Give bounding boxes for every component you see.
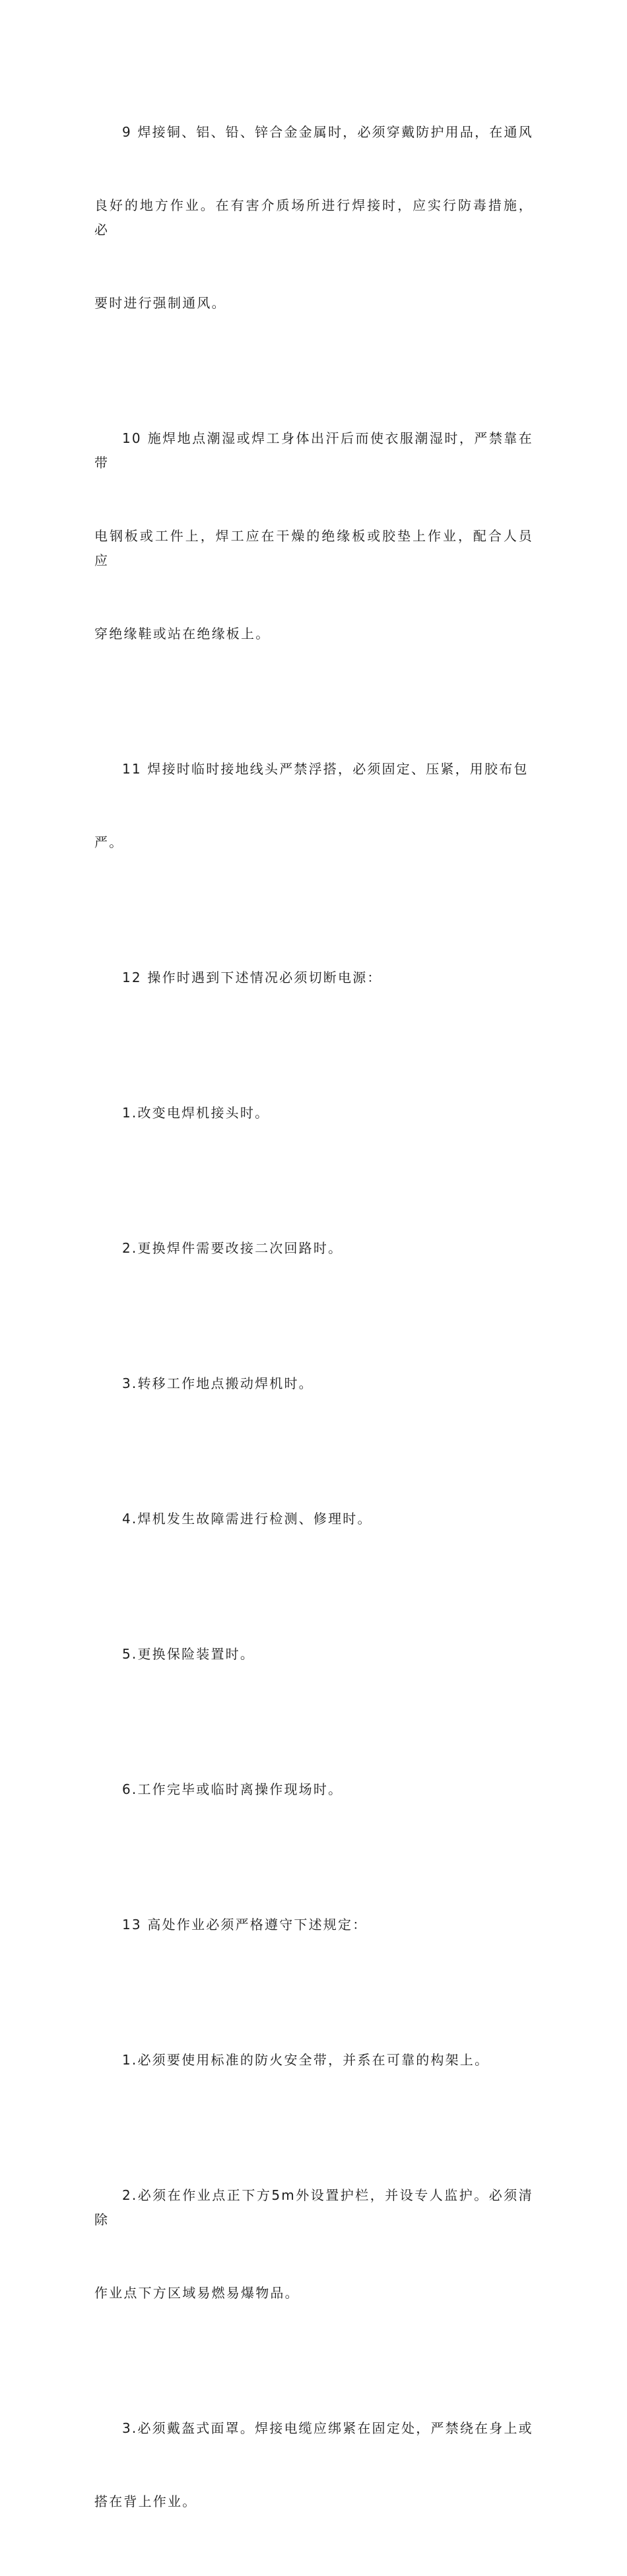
- text-line: 6.工作完毕或临时离操作现场时。: [122, 1781, 343, 1797]
- list-item-12-3: [94, 1323, 533, 1445]
- text-line: 2.更换焊件需要改接二次回路时。: [122, 1240, 343, 1256]
- text-line: 11 焊接时临时接地线头严禁浮搭，必须固定、压紧，用胶布包: [122, 761, 529, 777]
- text-line: 9 焊接铜、铝、铅、锌合金金属时，必须穿戴防护用品，在通风: [122, 124, 533, 140]
- text-line: 3.转移工作地点搬动焊机时。: [122, 1375, 314, 1391]
- text-line: 1.改变电焊机接头时。: [122, 1105, 270, 1121]
- list-item-13-3: [94, 2367, 533, 2563]
- text-line: 良好的地方作业。在有害介质场所进行焊接时，应实行防毒措施，必: [94, 197, 533, 238]
- text-line: 5.更换保险装置时。: [122, 1646, 255, 1662]
- list-item-12-5: [94, 1593, 533, 1715]
- text-line: 3.必须戴盔式面罩。焊接电缆应绑紧在固定处，严禁绕在身上或: [122, 2420, 533, 2436]
- text-line: 13 高处作业必须严格遵守下述规定：: [122, 1917, 368, 1932]
- text-line: 4.焊机发生故障需进行检测、修理时。: [122, 1511, 372, 1527]
- text-line: 要时进行强制通风。: [94, 295, 226, 311]
- list-item-13-1: [94, 1999, 533, 2121]
- list-item-13-2: [94, 2134, 533, 2354]
- document-body: [94, 71, 533, 2576]
- paragraph-9: [94, 71, 533, 364]
- paragraph-12: [94, 917, 533, 1039]
- text-line: 穿绝缘鞋或站在绝缘板上。: [94, 626, 271, 642]
- list-item-12-1: [94, 1052, 533, 1174]
- paragraph-10: [94, 378, 533, 695]
- text-line: 2.必须在作业点正下方5m外设置护栏，并设专人监护。必须清除: [94, 2187, 533, 2228]
- list-item-12-2: [94, 1187, 533, 1309]
- list-item-12-4: [94, 1458, 533, 1580]
- paragraph-11: [94, 708, 533, 904]
- text-line: 作业点下方区域易燃易爆物品。: [94, 2285, 300, 2301]
- text-line: 1.必须要使用标准的防火安全带，并系在可靠的构架上。: [122, 2052, 490, 2068]
- text-line: 10 施焊地点潮湿或焊工身体出汗后而使衣服潮湿时，严禁靠在带: [94, 430, 533, 471]
- list-item-12-6: [94, 1729, 533, 1851]
- paragraph-13: [94, 1864, 533, 1986]
- text-line: 电钢板或工件上，焊工应在干燥的绝缘板或胶垫上作业，配合人员应: [94, 528, 533, 568]
- text-line: 12 操作时遇到下述情况必须切断电源：: [122, 970, 382, 985]
- text-line: 搭在背上作业。: [94, 2493, 197, 2509]
- text-line: 严。: [94, 834, 124, 850]
